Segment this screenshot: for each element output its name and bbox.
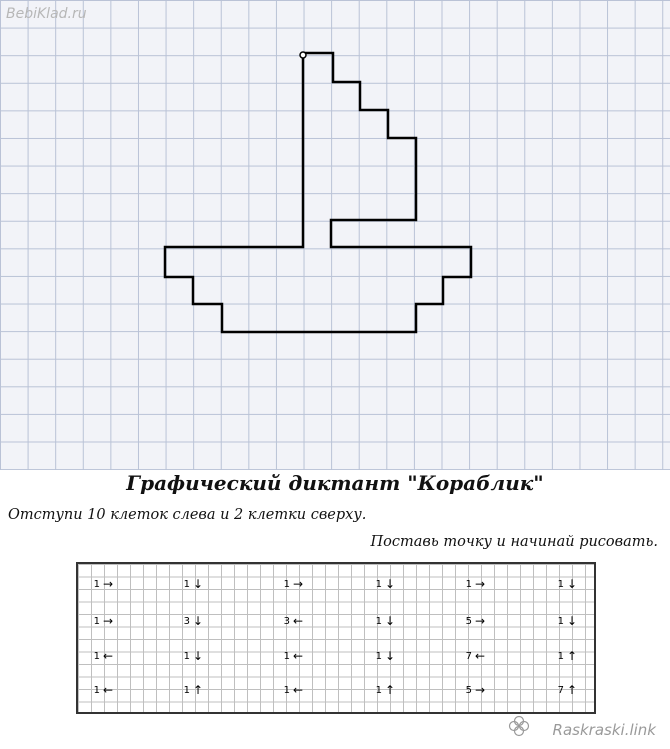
step-count: 5 bbox=[465, 615, 472, 627]
page-title: Графический диктант "Кораблик" bbox=[126, 471, 544, 495]
dictation-step bbox=[182, 650, 203, 662]
watermark-top: BebiKlad.ru bbox=[6, 6, 87, 22]
arrow-down-icon: ↓ bbox=[193, 577, 204, 591]
dictation-step bbox=[374, 615, 395, 627]
dictation-step bbox=[556, 615, 577, 627]
arrow-down-icon: ↓ bbox=[385, 649, 396, 663]
step-count: 1 bbox=[375, 684, 382, 696]
arrow-up-icon: ↑ bbox=[193, 683, 204, 697]
arrow-right-icon: → bbox=[475, 577, 486, 591]
step-count: 1 bbox=[93, 650, 100, 662]
start-dot bbox=[300, 52, 306, 58]
step-count: 1 bbox=[465, 578, 472, 590]
step-count: 5 bbox=[465, 684, 472, 696]
dictation-step bbox=[556, 578, 577, 590]
step-count: 1 bbox=[375, 578, 382, 590]
dictation-step bbox=[556, 684, 577, 696]
step-count: 1 bbox=[183, 650, 190, 662]
dictation-step bbox=[374, 650, 395, 662]
step-count: 1 bbox=[283, 684, 290, 696]
dictation-step bbox=[282, 650, 303, 662]
step-count: 1 bbox=[557, 650, 564, 662]
dictation-step bbox=[464, 650, 485, 662]
arrow-left-icon: ← bbox=[293, 614, 304, 628]
arrow-right-icon: → bbox=[475, 614, 486, 628]
dictation-step bbox=[182, 578, 203, 590]
arrow-down-icon: ↓ bbox=[385, 577, 396, 591]
step-count: 1 bbox=[93, 615, 100, 627]
step-count: 1 bbox=[557, 615, 564, 627]
arrow-up-icon: ↑ bbox=[567, 649, 578, 663]
arrow-down-icon: ↓ bbox=[385, 614, 396, 628]
flower-icon bbox=[508, 715, 530, 737]
arrow-left-icon: ← bbox=[293, 683, 304, 697]
step-count: 1 bbox=[93, 578, 100, 590]
dictation-step bbox=[282, 578, 303, 590]
instruction-draw: Поставь точку и начинай рисовать. bbox=[370, 534, 658, 550]
arrow-down-icon: ↓ bbox=[193, 649, 204, 663]
dictation-step bbox=[374, 578, 395, 590]
watermark-bottom: Raskraski.link bbox=[552, 721, 656, 739]
arrow-right-icon: → bbox=[293, 577, 304, 591]
step-count: 7 bbox=[465, 650, 472, 662]
arrow-left-icon: ← bbox=[293, 649, 304, 663]
step-count: 1 bbox=[557, 578, 564, 590]
dictation-step bbox=[92, 684, 113, 696]
arrow-down-icon: ↓ bbox=[567, 577, 578, 591]
step-count: 1 bbox=[283, 650, 290, 662]
step-count: 1 bbox=[375, 615, 382, 627]
arrow-up-icon: ↑ bbox=[567, 683, 578, 697]
dictation-step bbox=[92, 615, 113, 627]
dictation-step bbox=[374, 684, 395, 696]
dictation-step bbox=[464, 684, 485, 696]
dictation-step bbox=[464, 578, 485, 590]
dictation-step bbox=[92, 650, 113, 662]
arrow-right-icon: → bbox=[103, 614, 114, 628]
arrow-down-icon: ↓ bbox=[193, 614, 204, 628]
arrow-left-icon: ← bbox=[475, 649, 486, 663]
dictation-step bbox=[182, 615, 203, 627]
dictation-step bbox=[92, 578, 113, 590]
step-count: 1 bbox=[183, 684, 190, 696]
dictation-table bbox=[76, 562, 596, 714]
dictation-step bbox=[182, 684, 203, 696]
arrow-right-icon: → bbox=[475, 683, 486, 697]
arrow-up-icon: ↑ bbox=[385, 683, 396, 697]
step-count: 3 bbox=[183, 615, 190, 627]
dictation-step bbox=[556, 650, 577, 662]
step-count: 1 bbox=[283, 578, 290, 590]
ship-outline bbox=[165, 53, 471, 332]
instruction-start: Отступи 10 клеток слева и 2 клетки сверху. bbox=[8, 507, 367, 523]
step-count: 1 bbox=[375, 650, 382, 662]
step-count: 3 bbox=[283, 615, 290, 627]
arrow-left-icon: ← bbox=[103, 683, 114, 697]
step-count: 1 bbox=[93, 684, 100, 696]
arrow-down-icon: ↓ bbox=[567, 614, 578, 628]
arrow-right-icon: → bbox=[103, 577, 114, 591]
dictation-step bbox=[464, 615, 485, 627]
dictation-step bbox=[282, 615, 303, 627]
step-count: 7 bbox=[557, 684, 564, 696]
dictation-step bbox=[282, 684, 303, 696]
step-count: 1 bbox=[183, 578, 190, 590]
arrow-left-icon: ← bbox=[103, 649, 114, 663]
